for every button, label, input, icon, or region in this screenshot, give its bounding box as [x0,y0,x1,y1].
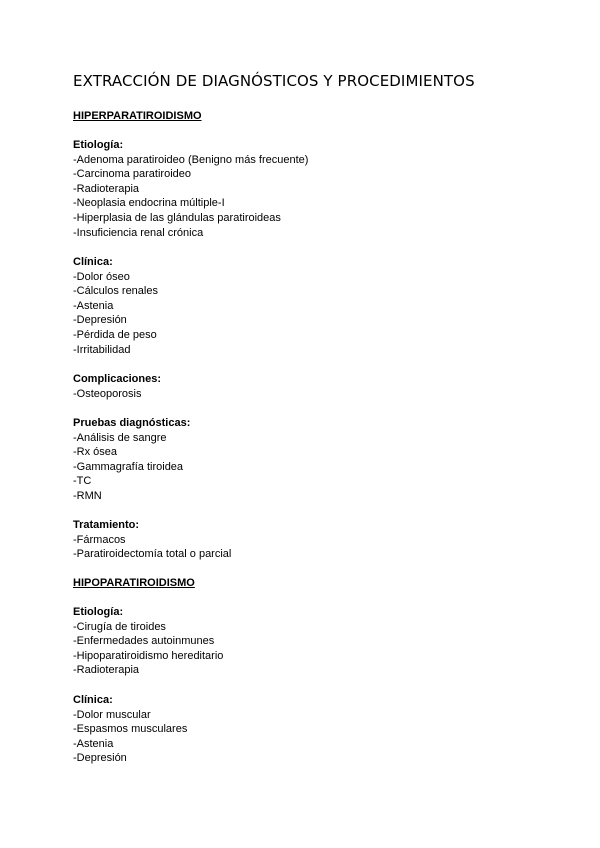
list-item: -Hiperplasia de las glándulas paratiroideas [73,211,281,224]
list-item: -Cirugía de tiroides [73,620,166,633]
list-item: -Radioterapia [73,664,140,677]
block-etiologia [73,138,308,240]
list-item: -Análisis de sangre [73,431,167,444]
list-item: -Depresión [73,314,127,327]
list-item: -Paratiroidectomía total o parcial [73,548,232,561]
list-item: -Espasmos musculares [73,723,188,736]
block-clinica [73,693,187,766]
list-item: -Irritabilidad [73,343,131,356]
block-heading: Clínica: [73,256,113,268]
list-item: -Radioterapia [73,182,140,195]
list-item: -Rx ósea [73,446,118,459]
list-item: -Astenia [73,299,114,312]
list-item: -Dolor óseo [73,270,130,283]
block-heading: Etiología: [73,606,124,618]
block-heading: Etiología: [73,139,124,151]
list-item: -TC [73,475,92,488]
list-item: -Insuficiencia renal crónica [73,226,204,239]
list-item: -Fármacos [73,533,126,546]
list-item: -Depresión [73,752,127,765]
list-item: -Carcinoma paratiroideo [73,168,191,181]
list-item: -Neoplasia endocrina múltiple-I [73,197,225,210]
block-tratamiento [73,518,231,562]
block-heading: Pruebas diagnósticas: [73,417,191,429]
list-item: -Astenia [73,737,114,750]
list-item: -Enfermedades autoinmunes [73,635,215,648]
section-heading-hiperparatiroidismo: HIPERPARATIROIDISMO [73,110,202,122]
block-heading: Complicaciones: [73,373,162,385]
document-title: EXTRACCIÓN DE DIAGNÓSTICOS Y PROCEDIMIENTOS [73,72,475,90]
list-item: -Gammagrafía tiroidea [73,460,184,473]
block-clinica [73,255,158,357]
list-item: -Adenoma paratiroideo (Benigno más frecuente) [73,153,309,166]
block-etiologia [73,605,223,678]
list-item: -RMN [73,489,102,502]
list-item: -Osteoporosis [73,387,142,400]
list-item: -Cálculos renales [73,285,158,298]
list-item: -Hipoparatiroidismo hereditario [73,649,224,662]
block-heading: Clínica: [73,694,113,706]
section-heading-hipoparatiroidismo: HIPOPARATIROIDISMO [73,577,195,589]
list-item: -Dolor muscular [73,708,151,721]
block-pruebas-diagnosticas [73,416,190,504]
list-item: -Pérdida de peso [73,328,157,341]
block-complicaciones [73,372,161,401]
block-heading: Tratamiento: [73,519,140,531]
